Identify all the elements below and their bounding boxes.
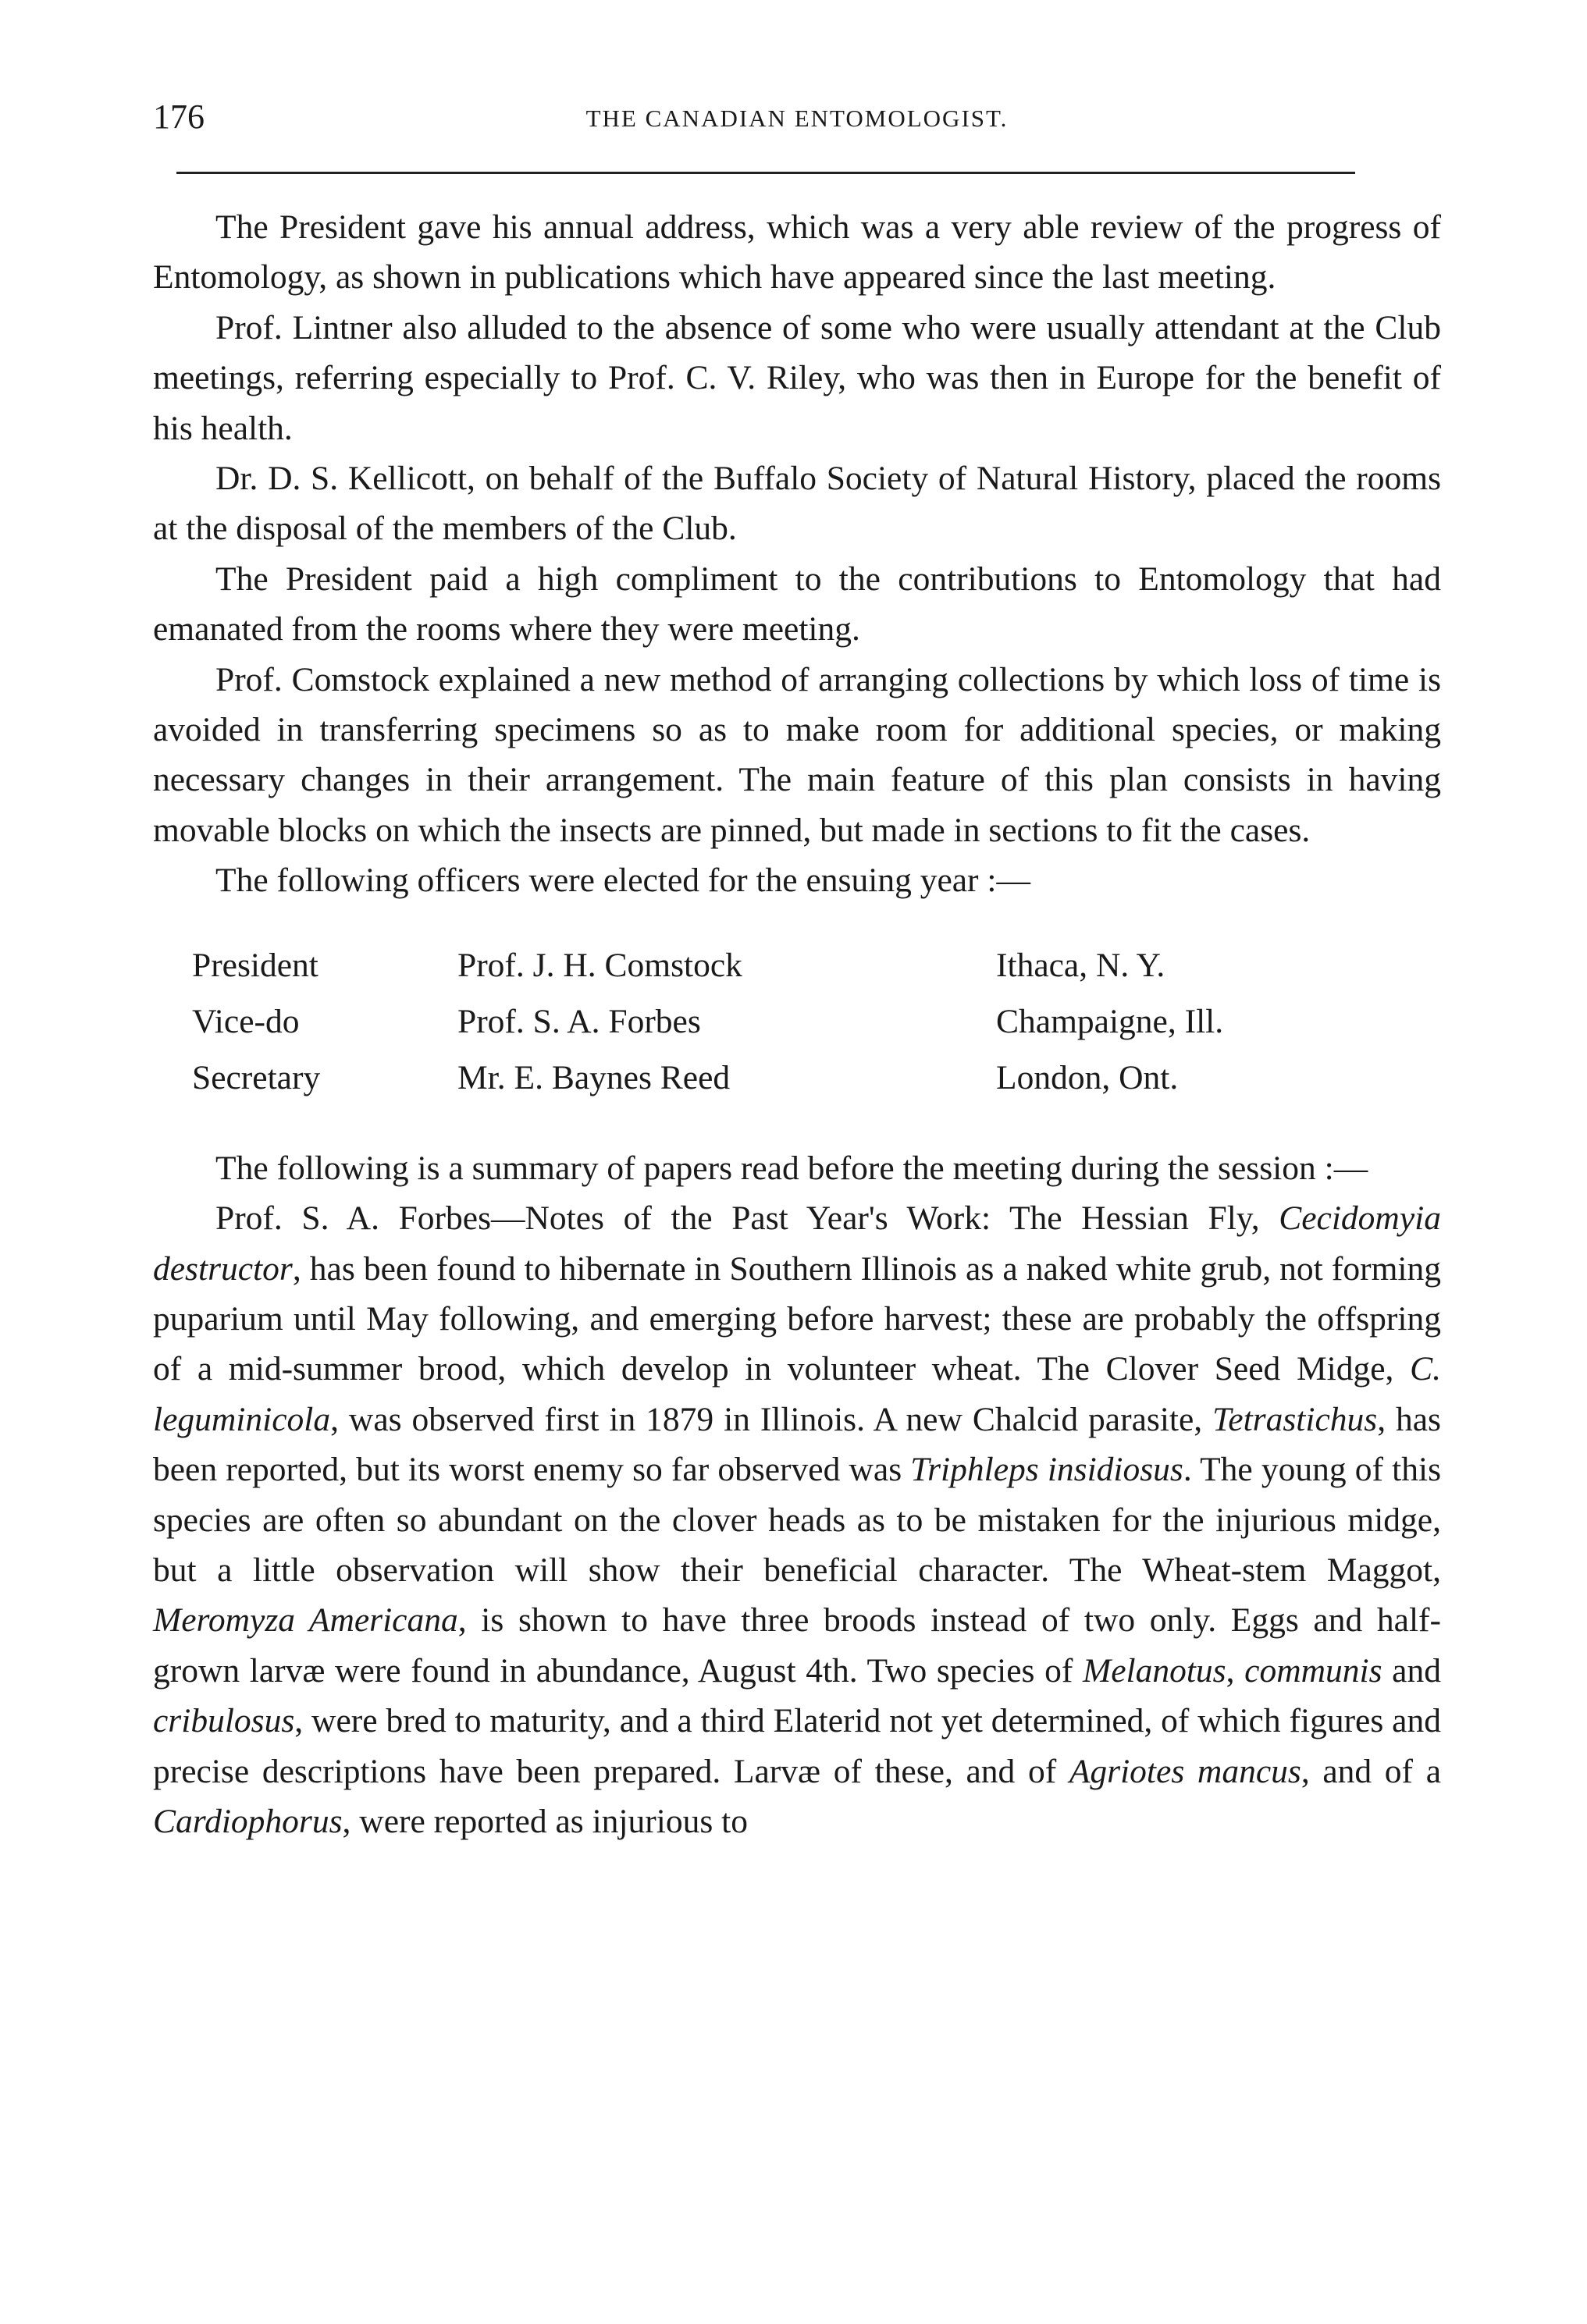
page-header xyxy=(153,94,1441,148)
species-name: Tetrastichus xyxy=(1212,1400,1378,1438)
text-run: , were reported as injurious to xyxy=(342,1802,748,1840)
species-name: cribulosus xyxy=(153,1702,295,1740)
species-name: Meromyza Americana xyxy=(153,1601,458,1640)
header-rule xyxy=(176,172,1355,174)
officer-name: Mr. E. Baynes Reed xyxy=(457,1058,731,1096)
text-run: Prof. S. A. Forbes—Notes of the Past Year's Work: The Hessian Fly, xyxy=(215,1199,1279,1238)
species-name: Melanotus xyxy=(1082,1651,1226,1690)
page-number: 176 xyxy=(153,98,205,136)
running-title: THE CANADIAN ENTOMOLOGIST. xyxy=(585,105,1009,132)
text-run: , has been reported, but its worst enemy so far observed was xyxy=(153,1400,1441,1489)
text-run: , xyxy=(1226,1651,1245,1690)
officer-name: Prof. J. H. Comstock xyxy=(457,946,742,984)
text-run: , and of a xyxy=(1301,1752,1442,1790)
paragraph-president-address: The President gave his annual address, which was a very able review of the progress of Entomology, as shown in publications which have appeared since the last meeting. xyxy=(153,208,1441,297)
officer-place: Ithaca, N. Y. xyxy=(996,946,1165,984)
species-name: Triphleps insidiosus xyxy=(910,1451,1183,1489)
species-name: Cardiophorus xyxy=(153,1802,343,1840)
officers-table xyxy=(192,937,1324,1106)
paragraph-forbes-notes xyxy=(153,1193,1441,1846)
officer-title: Vice-do xyxy=(192,1002,300,1040)
paragraph-lintner: Prof. Lintner also alluded to the absence of some who were usually attendant at the Club meetings, referring especially to Prof. C. V. Riley, who was then in Europe for the benefit of his health. xyxy=(153,308,1441,447)
text-run: , has been found to hibernate in Southern Illinois as a naked white grub, not forming puparium until May following, and emerging before harvest; these are probably the offspring of a mid-summer brood, which develop in volunteer wheat. The Clover Seed Midge, xyxy=(153,1249,1441,1388)
table-row xyxy=(192,993,1324,1050)
officer-title: President xyxy=(192,946,318,984)
officer-place: London, Ont. xyxy=(996,1058,1179,1096)
paragraph-officers-intro: The following officers were elected for the ensuing year :— xyxy=(215,862,1030,900)
text-run: , was observed first in 1879 in Illinois. A new Chalcid parasite, xyxy=(330,1400,1213,1438)
text-run: , is shown to have three broods instead of two only. Eggs and half-grown larvæ were found in abundance, August 4th. Two species of xyxy=(153,1601,1441,1690)
table-row xyxy=(192,937,1324,993)
paragraph-summary-intro: The following is a summary of papers read before the meeting during the session :— xyxy=(215,1149,1368,1187)
officer-name: Prof. S. A. Forbes xyxy=(457,1002,701,1040)
page xyxy=(153,94,1441,1846)
species-name: Agriotes mancus xyxy=(1069,1752,1301,1790)
officer-title: Secretary xyxy=(192,1058,321,1096)
species-name: C. leguminicola xyxy=(153,1350,1441,1438)
table-row xyxy=(192,1050,1324,1106)
text-run: . The young of this species are often so abundant on the clover heads as to be mistaken for the injurious midge, but a little observation will show their beneficial character. The Wheat-stem Maggot, xyxy=(153,1451,1442,1589)
paragraph-kellicott: Dr. D. S. Kellicott, on behalf of the Buffalo Society of Natural History, placed the rooms at the disposal of the members of the Club. xyxy=(153,460,1441,548)
officer-place: Champaigne, Ill. xyxy=(996,1002,1224,1040)
paragraph-comstock: Prof. Comstock explained a new method of arranging collections by which loss of time is avoided in transferring specimens so as to make room for additional species, or making necessary changes in their arrangement. The main feature of this plan consists in having movable blocks on which the insects are pinned, but made in sections to fit the cases. xyxy=(153,660,1441,849)
species-name: Cecidomyia destructor xyxy=(153,1199,1441,1288)
text-run: and xyxy=(1382,1651,1441,1690)
species-name: communis xyxy=(1244,1651,1382,1690)
text-run: , were bred to maturity, and a third Elaterid not yet determined, of which figures and precise descriptions have been prepared. Larvæ of these, and of xyxy=(153,1702,1441,1790)
paragraph-compliment: The President paid a high compliment to the contributions to Entomology that had emanated from the rooms where they were meeting. xyxy=(153,560,1441,649)
